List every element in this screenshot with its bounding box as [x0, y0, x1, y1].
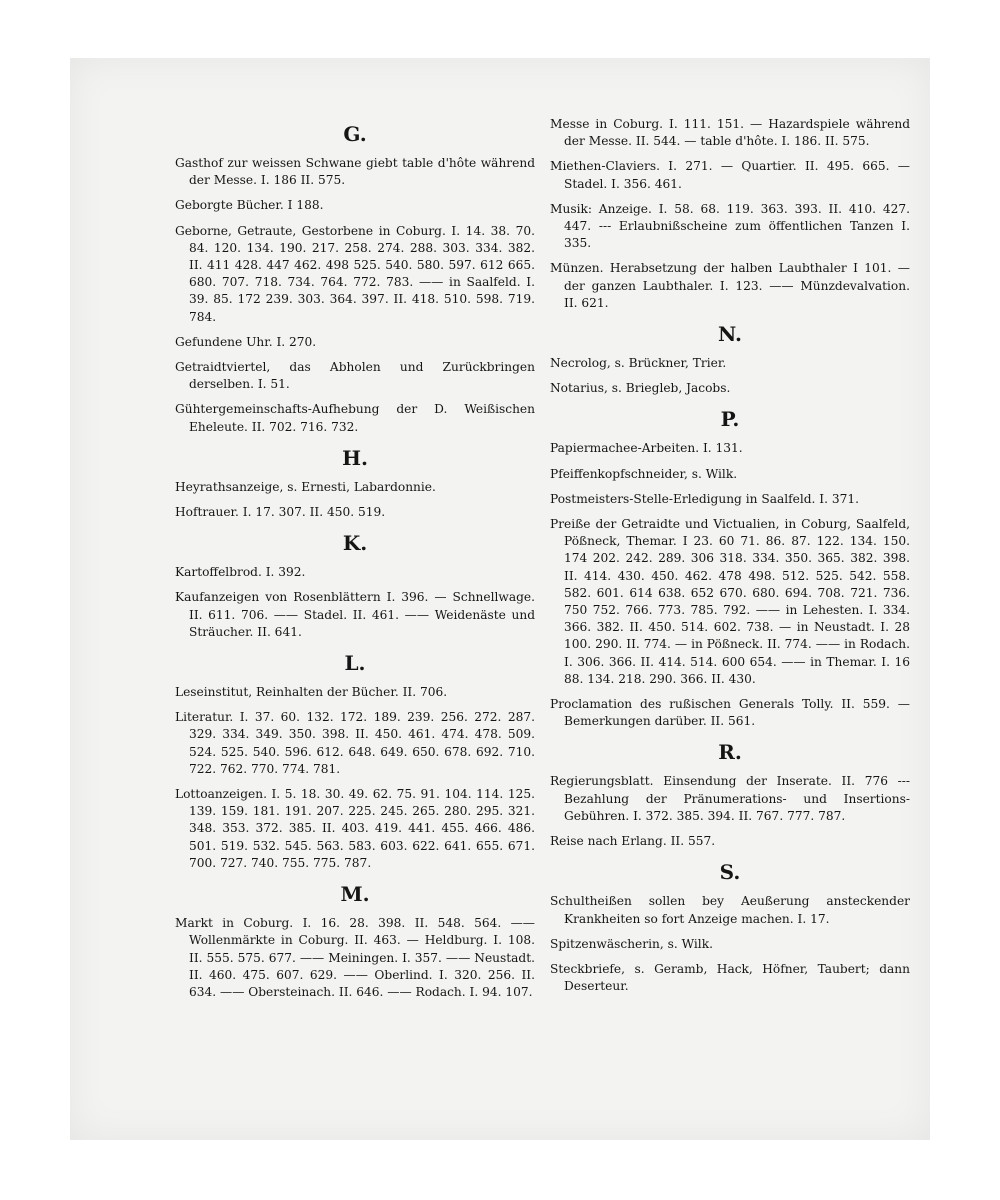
index-entry: Münzen. Herabsetzung der halben Laubthaler I 101. — der ganzen Laubthaler. I. 123. —— Münzdevalvation. II. 621.: [550, 261, 910, 310]
section-heading-m: M.: [340, 882, 370, 907]
section-heading-k: K.: [342, 531, 368, 556]
index-entry: Papiermachee-Arbeiten. I. 131.: [550, 441, 743, 456]
index-entry: Literatur. I. 37. 60. 132. 172. 189. 239. 256. 272. 287. 329. 334. 349. 350. 398. II. 450. 461. 474. 478. 509. 524. 525. 540. 596. 612. 648. 649. 650. 678. 692. 710. 722. 762. 770. 774. 781.: [175, 710, 535, 776]
index-entry: Notarius, s. Briegleb, Jacobs.: [550, 381, 731, 396]
index-entry: Preiße der Getraidte und Victualien, in Coburg, Saalfeld, Pößneck, Themar. I 23. 60 71. 86. 87. 122. 134. 150. 174 202. 242. 289. 306 318. 334. 350. 365. 382. 398. II. 414. 430. 450. 462. 478 498. 512. 525. 542. 558. 582. 601. 614 638. 652 670. 680. 694. 708. 721. 736. 750 752. 766. 773. 785. 792. —— in Lehesten. I. 334. 366. 382. II. 450. 514. 602. 738. — in Neustadt. I. 28 100. 290. II. 774. — in Pößneck. II. 774. —— in Rodach. I. 306. 366. II. 414. 514. 600 654. —— in Themar. I. 16 88. 134. 218. 290. 366. II. 430.: [550, 517, 910, 686]
index-entry: Pfeiffenkopfschneider, s. Wilk.: [550, 466, 738, 481]
left-column: [175, 122, 535, 1009]
index-entry: Gefundene Uhr. I. 270.: [175, 334, 317, 349]
index-entry: Heyrathsanzeige, s. Ernesti, Labardonnie.: [175, 479, 436, 494]
index-entry: Steckbriefe, s. Geramb, Hack, Höfner, Taubert; dann Deserteur.: [550, 961, 910, 994]
section-heading-h: H.: [342, 445, 368, 470]
index-entry: Miethen-Claviers. I. 271. — Quartier. II. 495. 665. — Stadel. I. 356. 461.: [550, 159, 910, 191]
index-entry: Reise nach Erlang. II. 557.: [550, 834, 716, 849]
index-entry: Messe in Coburg. I. 111. 151. — Hazardspiele während der Messe. II. 544. — table d'hôte. I. 186. II. 575.: [550, 117, 910, 149]
index-entry: Spitzenwäscherin, s. Wilk.: [550, 936, 713, 951]
index-entry: Musik: Anzeige. I. 58. 68. 119. 363. 393. II. 410. 427. 447. --- Erlaubnißscheine zum öffentlichen Tanzen I. 335.: [550, 201, 910, 251]
index-entry: Geborgte Bücher. I 188.: [175, 198, 324, 213]
section-heading-p: P.: [720, 407, 740, 432]
index-entry: Necrolog, s. Brückner, Trier.: [550, 356, 727, 371]
index-entry: Markt in Coburg. I. 16. 28. 398. II. 548. 564. —— Wollenmärkte in Coburg. II. 463. — Heldburg. I. 108. II. 555. 575. 677. —— Meiningen. I. 357. —— Neustadt. II. 460. 475. 607. 629. —— Oberlind. I. 320. 256. II. 634. —— Obersteinach. II. 646. —— Rodach. I. 94. 107.: [175, 916, 535, 999]
index-entry: Getraidtviertel, das Abholen und Zurückbringen derselben. I. 51.: [175, 360, 535, 392]
index-entry: Kartoffelbrod. I. 392.: [175, 565, 306, 580]
section-heading-s: S.: [719, 860, 741, 885]
section-heading-g: G.: [343, 122, 367, 146]
index-entry: Hoftrauer. I. 17. 307. II. 450. 519.: [175, 505, 386, 520]
index-entry: Gühtergemeinschafts-Aufhebung der D. Weißischen Eheleute. II. 702. 716. 732.: [175, 402, 535, 434]
index-entry: Schultheißen sollen bey Aeußerung ansteckender Krankheiten so fort Anzeige machen. I. 17.: [550, 894, 910, 926]
index-entry: Gasthof zur weissen Schwane giebt table d'hôte während der Messe. I. 186 II. 575.: [175, 156, 535, 188]
section-heading-n: N.: [718, 322, 742, 347]
section-heading-r: R.: [718, 740, 742, 765]
index-page: [70, 58, 930, 1140]
index-entry: Lottoanzeigen. I. 5. 18. 30. 49. 62. 75. 91. 104. 114. 125. 139. 159. 181. 191. 207. 225. 245. 265. 280. 295. 321. 348. 353. 372. 385. II. 403. 419. 441. 455. 466. 486. 501. 519. 532. 545. 563. 583. 603. 622. 641. 655. 671. 700. 727. 740. 755. 775. 787.: [175, 787, 535, 870]
index-entry: Proclamation des rußischen Generals Tolly. II. 559. — Bemerkungen darüber. II. 561.: [550, 697, 910, 729]
right-column: [550, 116, 910, 1003]
section-heading-l: L.: [344, 651, 366, 676]
index-entry: Leseinstitut, Reinhalten der Bücher. II. 706.: [175, 685, 448, 700]
index-entry: Regierungsblatt. Einsendung der Inserate. II. 776 --- Bezahlung der Pränumerations- und Insertions-Gebühren. I. 372. 385. 394. II. 767. 777. 787.: [550, 774, 910, 823]
index-entry: Kaufanzeigen von Rosenblättern I. 396. — Schnellwage. II. 611. 706. —— Stadel. II. 461. —— Weidenäste und Sträucher. II. 641.: [175, 590, 535, 639]
index-entry: Geborne, Getraute, Gestorbene in Coburg. I. 14. 38. 70. 84. 120. 134. 190. 217. 258. 274. 288. 303. 334. 382. II. 411 428. 447 462. 498 525. 540. 580. 597. 612 665. 680. 707. 718. 734. 764. 772. 783. —— in Saalfeld. I. 39. 85. 172 239. 303. 364. 397. II. 418. 510. 598. 719. 784.: [175, 223, 535, 324]
index-entry: Postmeisters-Stelle-Erledigung in Saalfeld. I. 371.: [550, 491, 859, 506]
